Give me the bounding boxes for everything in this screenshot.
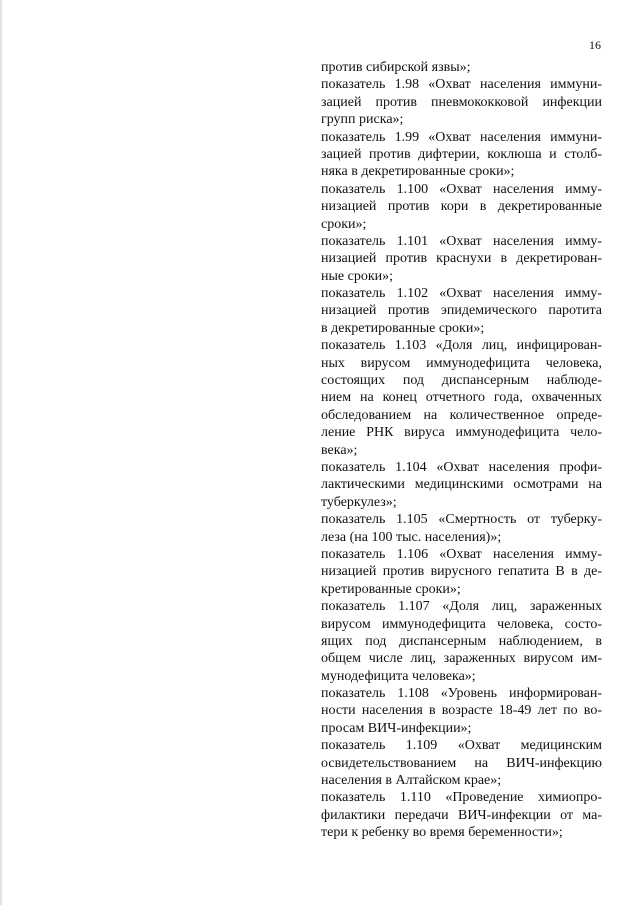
text-line: ление РНК вируса иммунодефицита чело- [321, 425, 602, 441]
text-line: туберкулез»; [321, 494, 397, 510]
text-line: освидетельствованием на ВИЧ-инфекцию [321, 755, 602, 771]
text-line: тери к ребенку во время беременности»; [321, 825, 563, 841]
text-line: вирусом иммунодефицита человека, состо- [321, 616, 602, 632]
body-text-column [321, 59, 602, 842]
text-line: ных вирусом иммунодефицита человека, [321, 355, 602, 371]
text-line: показатель 1.102 «Охват населения имму- [321, 286, 602, 302]
text-line: кретированные сроки»; [321, 581, 461, 597]
text-line: показатель 1.98 «Охват населения иммуни- [321, 77, 602, 93]
text-line: низацией против краснухи в декретирован- [321, 251, 602, 267]
text-line: ности населения в возрасте 18-49 лет по во- [321, 703, 602, 719]
text-line: показатель 1.107 «Доля лиц, зараженных [321, 599, 602, 615]
text-line: века»; [321, 442, 358, 458]
scan-edge-shadow [0, 0, 3, 905]
text-line: состоящих под диспансерным наблюде- [321, 373, 602, 389]
text-line: групп риска»; [321, 112, 404, 128]
text-line: обследованием на количественное опреде- [321, 407, 602, 423]
text-line: показатель 1.109 «Охват медицинским [321, 738, 602, 754]
text-line: леза (на 100 тыс. населения)»; [321, 529, 502, 545]
text-line: показатель 1.101 «Охват населения имму- [321, 233, 602, 249]
text-line: в декретированные сроки»; [321, 320, 485, 336]
text-line: сроки»; [321, 216, 367, 232]
text-line: ящих под диспансерным наблюдением, в [321, 633, 602, 649]
text-line: показатель 1.105 «Смертность от туберку- [321, 512, 602, 528]
text-line: филактики передачи ВИЧ-инфекции от ма- [321, 807, 602, 823]
text-line: няка в декретированные сроки»; [321, 164, 515, 180]
page-number: 16 [589, 38, 601, 52]
text-line: населения в Алтайском крае»; [321, 773, 502, 789]
text-line: просам ВИЧ-инфекции»; [321, 720, 472, 736]
text-line: показатель 1.106 «Охват населения имму- [321, 546, 602, 562]
text-line: зацией против пневмококковой инфекции [321, 94, 602, 110]
text-line: показатель 1.100 «Охват населения имму- [321, 181, 602, 197]
text-line: показатель 1.104 «Охват населения профи- [321, 459, 602, 475]
text-line: низацией против кори в декретированные [321, 199, 602, 215]
text-line: зацией против дифтерии, коклюша и столб- [321, 146, 602, 162]
text-line: мунодефицита человека»; [321, 668, 476, 684]
text-line: показатель 1.110 «Проведение химиопро- [321, 790, 602, 806]
text-line: показатель 1.103 «Доля лиц, инфицирован- [321, 338, 602, 354]
text-line: показатель 1.99 «Охват населения иммуни- [321, 129, 602, 145]
text-line: лактическими медицинскими осмотрами на [321, 477, 602, 493]
text-line: низацией против вирусного гепатита В в де- [321, 564, 602, 580]
text-line: ные сроки»; [321, 268, 394, 284]
text-line: показатель 1.108 «Уровень информирован- [321, 686, 602, 702]
text-line: против сибирской язвы»; [321, 60, 471, 75]
text-line: низацией против эпидемического паротита [321, 303, 602, 319]
text-line: общем числе лиц, зараженных вирусом им- [321, 651, 602, 667]
text-line: нием на конец отчетного года, охваченных [321, 390, 602, 406]
